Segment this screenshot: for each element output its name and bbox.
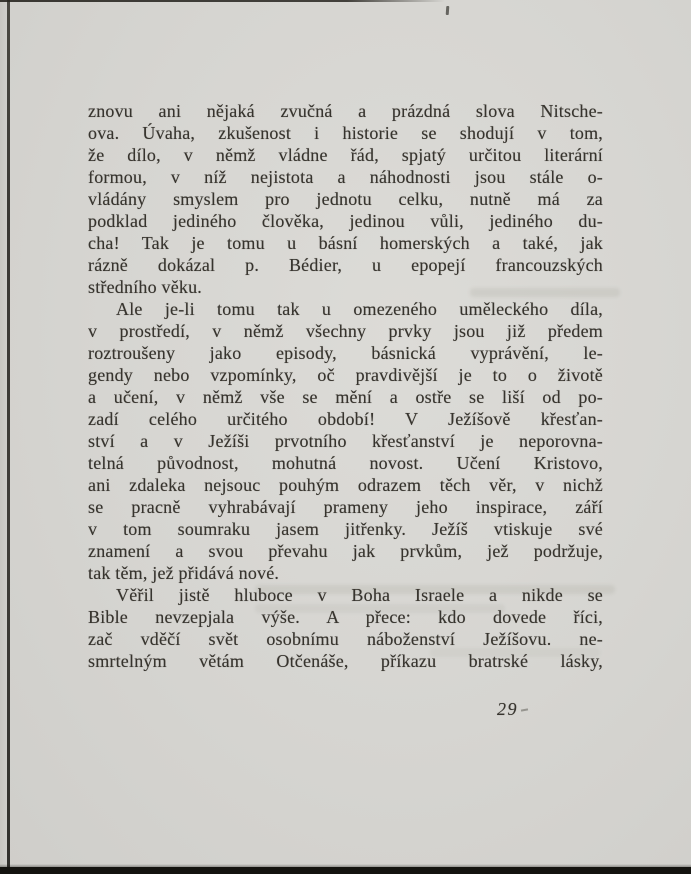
text-line: cha! Tak je tomu u básní homerských a také, jak [88,233,603,253]
text-line: gendy nebo vzpomínky, oč pravdivější je to o životě [88,365,603,385]
text-line: smrtelným větám Otčenáše, příkazu bratrské lásky, [88,651,603,671]
scan-edge-bottom [0,867,691,874]
text-line: ani zdaleka nejsouc pouhým odrazem těch věr, v nichž [88,475,603,495]
text-line: formou, v níž nejistota a náhodnosti jsou stále o- [88,167,603,187]
scan-edge-left [7,0,10,874]
text-line: znovu ani nějaká zvučná a prázdná slova Nitsche- [88,101,603,121]
text-line: tak těm, jež přidává nové. [88,563,280,583]
text-line: ova. Úvaha, zkušenost i historie se shodují v tom, [88,123,603,143]
text-line: Ale je-li tomu tak u omezeného uměleckého díla, [116,299,603,319]
text-line: zač vděčí svět osobnímu náboženství Ježíšovu. ne- [88,629,603,649]
page-text [88,100,603,672]
text-line: zadí celého určitého období! V Ježíšově křesťan- [88,409,603,429]
text-line: a učení, v němž vše se mění a ostře se liší od po- [88,387,603,407]
text-line: podklad jediného člověka, jedinou vůli, jediného du- [88,211,603,231]
text-line: že dílo, v němž vládne řád, spjatý určitou literární [88,145,603,165]
text-line: znamení a svou převahu jak prvkům, jež podržuje, [88,541,603,561]
text-line: Bible nevzepjala výše. A přece: kdo dovede říci, [88,607,603,627]
text-line: se pracně vyhrabávají prameny jeho inspirace, září [88,497,603,517]
page-number: 29 [497,699,518,719]
text-line: vládány smyslem pro jednotu celku, nutně má za [88,189,603,209]
text-line: v tom soumraku jasem jitřenky. Ježíš vtiskuje své [88,519,603,539]
scan-edge-top [0,0,445,2]
text-line: ství a v Ježíši prvotního křesťanství je neporovna- [88,431,603,451]
text-line: roztroušeny jako episody, básnická vyprávění, le- [88,343,603,363]
text-line: Věřil jistě hluboce v Boha Israele a nikde se [116,585,603,605]
text-line: telná původnost, mohutná novost. Učení Kristovo, [88,453,603,473]
text-line: rázně dokázal p. Bédier, u epopejí francouzských [88,255,603,275]
text-line: středního věku. [88,277,202,297]
ink-speck [521,708,528,711]
text-line: v prostředí, v němž všechny prvky jsou již předem [88,321,603,341]
scan-gutter-left [0,0,7,874]
dust-speck [446,6,450,15]
